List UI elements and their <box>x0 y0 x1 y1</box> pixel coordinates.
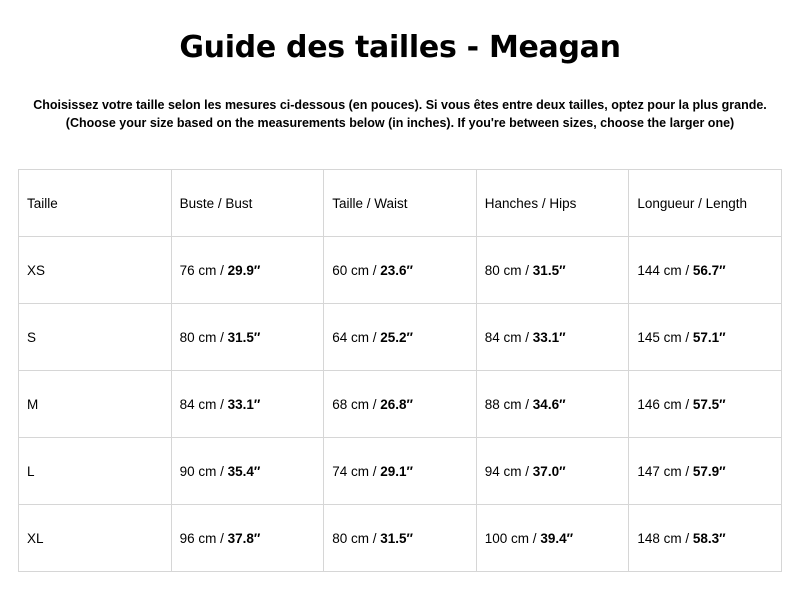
cm-value: 88 cm / <box>484 396 533 412</box>
size-cell: M <box>19 371 172 438</box>
length-cell <box>629 371 782 438</box>
size-cell: XS <box>19 237 172 304</box>
inch-value: 56.7″ <box>692 262 726 278</box>
cm-value: 80 cm / <box>484 262 533 278</box>
cm-value: 90 cm / <box>179 463 228 479</box>
table-row <box>19 237 782 304</box>
size-cell: S <box>19 304 172 371</box>
hips-cell <box>476 237 629 304</box>
waist-cell <box>324 371 477 438</box>
cm-value: 145 cm / <box>637 329 693 345</box>
bust-cell <box>171 371 324 438</box>
bust-cell <box>171 438 324 505</box>
length-cell <box>629 304 782 371</box>
bust-cell <box>171 237 324 304</box>
cm-value: 80 cm / <box>332 530 381 546</box>
header-waist: Taille / Waist <box>324 170 477 237</box>
hips-cell <box>476 371 629 438</box>
table-row <box>19 505 782 572</box>
cm-value: 84 cm / <box>179 396 228 412</box>
size-cell: XL <box>19 505 172 572</box>
waist-cell <box>324 438 477 505</box>
inch-value: 23.6″ <box>380 262 413 278</box>
inch-value: 34.6″ <box>532 396 566 412</box>
inch-value: 35.4″ <box>227 463 261 479</box>
cm-value: 94 cm / <box>484 463 533 479</box>
inch-value: 37.8″ <box>227 530 261 546</box>
cm-value: 100 cm / <box>484 530 541 546</box>
header-hips: Hanches / Hips <box>476 170 629 237</box>
inch-value: 57.9″ <box>692 463 726 479</box>
header-size: Taille <box>19 170 172 237</box>
length-cell <box>629 505 782 572</box>
table-header-row <box>19 170 782 237</box>
cm-value: 74 cm / <box>332 463 381 479</box>
cm-value: 64 cm / <box>332 329 381 345</box>
bust-cell <box>171 505 324 572</box>
table-row <box>19 371 782 438</box>
inch-value: 31.5″ <box>380 530 413 546</box>
cm-value: 76 cm / <box>179 262 228 278</box>
instructions <box>0 96 800 132</box>
header-length: Longueur / Length <box>629 170 782 237</box>
length-cell <box>629 237 782 304</box>
inch-value: 31.5″ <box>532 262 566 278</box>
cm-value: 60 cm / <box>332 262 381 278</box>
inch-value: 57.1″ <box>692 329 726 345</box>
inch-value: 29.1″ <box>380 463 413 479</box>
instructions-english: (Choose your size based on the measurements below (in inches). If you're between sizes, choose the larger one) <box>65 116 735 130</box>
cm-value: 148 cm / <box>637 530 693 546</box>
length-cell <box>629 438 782 505</box>
cm-value: 84 cm / <box>484 329 533 345</box>
waist-cell <box>324 237 477 304</box>
inch-value: 31.5″ <box>227 329 261 345</box>
inch-value: 33.1″ <box>532 329 566 345</box>
waist-cell <box>324 304 477 371</box>
instructions-french: Choisissez votre taille selon les mesures ci-dessous (en pouces). Si vous êtes entre deux tailles, optez pour la plus grande. <box>33 98 767 112</box>
cm-value: 144 cm / <box>637 262 693 278</box>
hips-cell <box>476 505 629 572</box>
inch-value: 26.8″ <box>380 396 413 412</box>
inch-value: 33.1″ <box>227 396 261 412</box>
inch-value: 57.5″ <box>692 396 726 412</box>
size-cell: L <box>19 438 172 505</box>
inch-value: 37.0″ <box>532 463 566 479</box>
inch-value: 58.3″ <box>692 530 726 546</box>
cm-value: 80 cm / <box>179 329 228 345</box>
table-row <box>19 438 782 505</box>
inch-value: 29.9″ <box>227 262 261 278</box>
waist-cell <box>324 505 477 572</box>
page-title: Guide des tailles - Meagan <box>179 30 621 65</box>
inch-value: 25.2″ <box>380 329 413 345</box>
hips-cell <box>476 304 629 371</box>
cm-value: 96 cm / <box>179 530 228 546</box>
cm-value: 147 cm / <box>637 463 693 479</box>
header-bust: Buste / Bust <box>171 170 324 237</box>
cm-value: 146 cm / <box>637 396 693 412</box>
hips-cell <box>476 438 629 505</box>
size-chart-table <box>18 169 782 572</box>
cm-value: 68 cm / <box>332 396 381 412</box>
inch-value: 39.4″ <box>540 530 574 546</box>
table-row <box>19 304 782 371</box>
bust-cell <box>171 304 324 371</box>
